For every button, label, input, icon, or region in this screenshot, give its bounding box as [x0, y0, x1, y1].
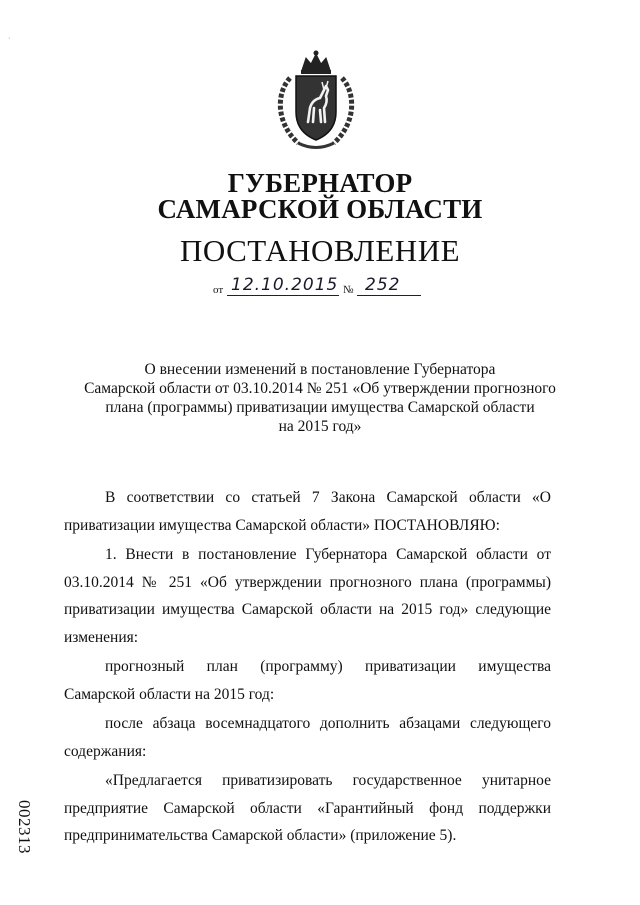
subject-line: Самарской области от 03.10.2014 № 251 «Об утверждении прогнозного — [84, 380, 556, 397]
date-number-line — [213, 275, 453, 299]
body-paragraph: после абзаца восемнадцатого дополнить абзацами следующего содержания: — [64, 715, 551, 760]
subject-line: О внесении изменений в постановление Губернатора — [144, 361, 496, 378]
scan-mark: ˙ — [8, 36, 11, 45]
date-from-label: от — [213, 284, 224, 296]
coat-of-arms-icon — [268, 48, 364, 152]
decree-subject — [70, 360, 570, 436]
body-paragraph: В соответствии со статьей 7 Закона Самарской области «О приватизации имущества Самарской области» ПОСТАНОВЛЯЮ: — [64, 489, 551, 534]
decree-body — [64, 484, 551, 850]
body-paragraph: «Предлагается приватизировать государственное унитарное предприятие Самарской области «Гарантийный фонд поддержки предпринимательства Самарской области» (приложение 5). — [64, 772, 551, 844]
document-type: ПОСТАНОВЛЕНИЕ — [179, 233, 461, 268]
subject-line: на 2015 год» — [278, 418, 362, 435]
handwritten-date: 12.10.2015 — [231, 275, 339, 295]
side-registration-stamp: 002313 — [15, 800, 34, 854]
number-underline — [357, 295, 421, 296]
number-label: № — [343, 284, 354, 296]
date-underline — [227, 295, 339, 296]
body-paragraph: 1. Внести в постановление Губернатора Самарской области от 03.10.2014 № 251 «Об утверждении прогнозного плана (программы) приватизации имущества Самарской области на 2015 год» следующие изменения: — [64, 546, 551, 646]
page-title-line-2: САМАРСКОЙ ОБЛАСТИ — [157, 194, 483, 224]
body-paragraph: прогнозный план (программу) приватизации имущества Самарской области на 2015 год: — [64, 658, 551, 703]
subject-line: плана (программы) приватизации имущества Самарской области — [105, 399, 535, 416]
page-title-line-1: ГУБЕРНАТОР — [227, 168, 413, 198]
handwritten-number: 252 — [365, 275, 401, 295]
